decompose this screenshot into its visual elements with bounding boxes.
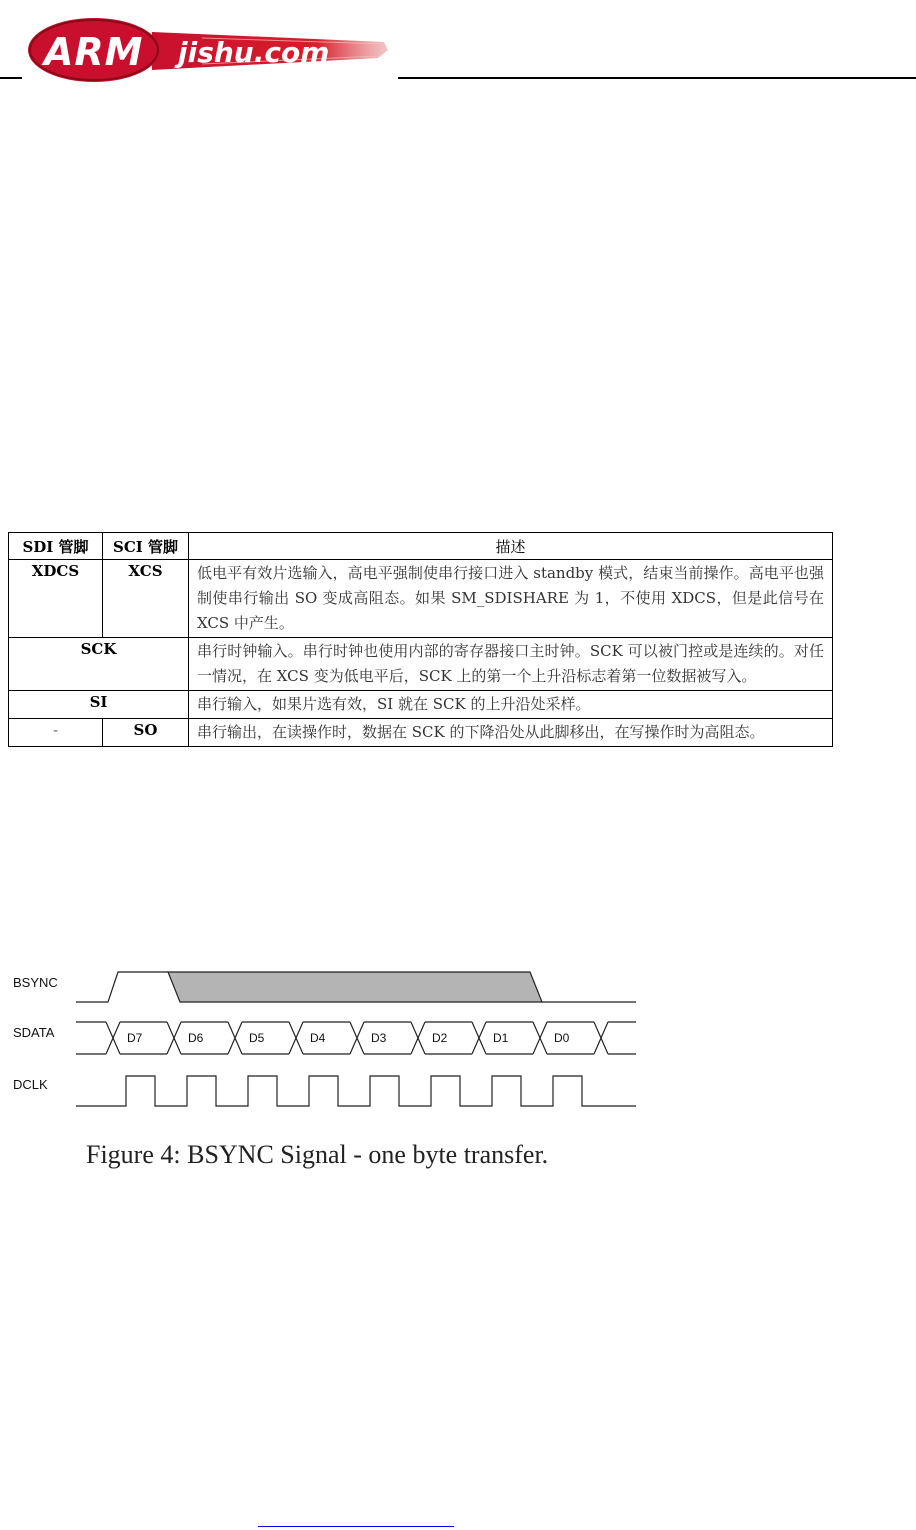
description-cell: 串行时钟输入。串行时钟也使用内部的寄存器接口主时钟。SCK 可以被门控或是连续的。对任一情况，在 XCS 变为低电平后，SCK 上的第一个上升沿标志着第一位数据被写入。 xyxy=(189,638,833,691)
site-logo[interactable] xyxy=(22,14,392,84)
signal-label-bsync: BSYNC xyxy=(13,975,58,990)
sci-pin-cell: SO xyxy=(103,719,189,747)
description-cell: 串行输入，如果片选有效，SI 就在 SCK 的上升沿处采样。 xyxy=(189,691,833,719)
sdata-bit-label: D6 xyxy=(188,1031,204,1045)
footer-link[interactable] xyxy=(258,1526,454,1527)
sdata-bit-label: D0 xyxy=(554,1031,570,1045)
sdi-pin-cell: - xyxy=(9,719,103,747)
column-header-description: 描述 xyxy=(189,533,833,560)
table-row xyxy=(9,560,833,638)
signal-label-sdata: SDATA xyxy=(13,1025,55,1040)
dclk-waveform xyxy=(76,1076,636,1106)
sdata-bit-label: D7 xyxy=(127,1031,143,1045)
logo-brand-text: ARM xyxy=(44,30,144,74)
figure-caption: Figure 4: BSYNC Signal - one byte transfer. xyxy=(86,1140,549,1169)
shared-pin-cell: SCK xyxy=(9,638,189,691)
description-cell: 低电平有效片选输入，高电平强制使串行接口进入 standby 模式，结束当前操作。高电平也强制使串行输出 SO 变成高阻态。如果 SM_SDISHARE 为 1，不使用 XDCS，但是此信号在 XCS 中产生。 xyxy=(189,560,833,638)
table-header-row xyxy=(9,533,833,560)
description-cell: 串行输出，在读操作时，数据在 SCK 的下降沿处从此脚移出，在写操作时为高阻态。 xyxy=(189,719,833,747)
timing-diagram xyxy=(8,960,648,1120)
column-header-sdi: SDI 管脚 xyxy=(9,533,103,560)
shared-pin-cell: SI xyxy=(9,691,189,719)
table-row xyxy=(9,719,833,747)
table-row xyxy=(9,691,833,719)
column-header-sci: SCI 管脚 xyxy=(103,533,189,560)
sdata-bit-label: D1 xyxy=(493,1031,509,1045)
timing-waveforms xyxy=(8,960,648,1120)
sci-pin-cell: XCS xyxy=(103,560,189,638)
sdata-bit-label: D3 xyxy=(371,1031,387,1045)
header-rule-right xyxy=(398,77,916,79)
sdata-waveform xyxy=(76,1022,636,1054)
sdata-bit-label: D4 xyxy=(310,1031,326,1045)
sdi-pin-cell: XDCS xyxy=(9,560,103,638)
header-rule-left xyxy=(0,77,22,79)
pin-description-table xyxy=(8,532,833,747)
sdata-bit-label: D2 xyxy=(432,1031,448,1045)
signal-label-dclk: DCLK xyxy=(13,1077,48,1092)
page-header xyxy=(0,0,916,95)
logo-site-text: jishu.com xyxy=(178,36,330,69)
sdata-bit-label: D5 xyxy=(249,1031,265,1045)
table-row xyxy=(9,638,833,691)
bsync-waveform xyxy=(76,972,636,1002)
